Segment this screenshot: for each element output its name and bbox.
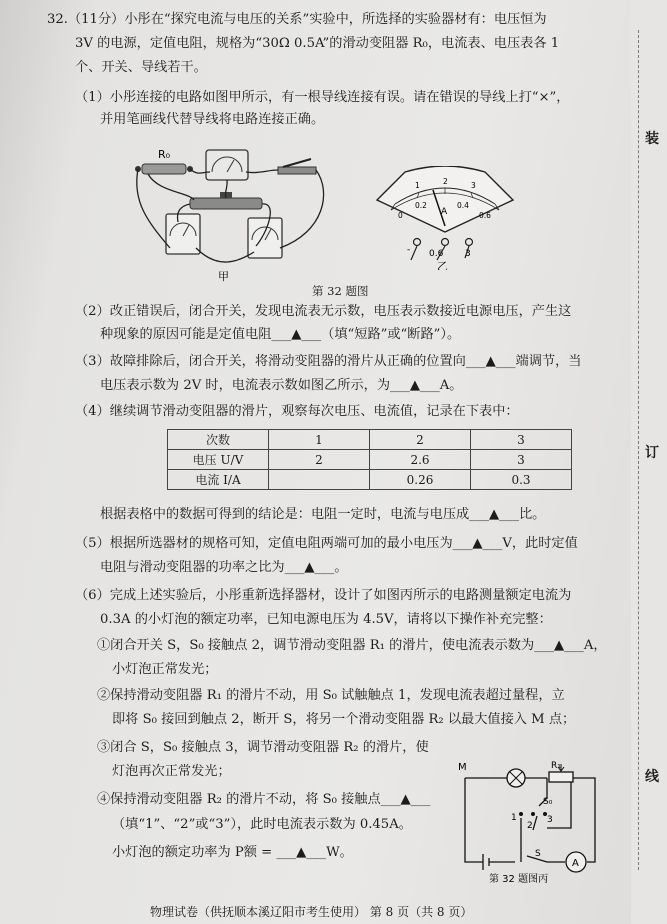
data-table (167, 429, 572, 490)
dial-tick-0-4: 0.4 (457, 201, 469, 210)
circuit-diagram-jia (128, 142, 334, 284)
rheostat-r1 (549, 772, 573, 782)
part1-line1: （1）小彤连接的电路如图甲所示，有一根导线连接有误。请在错误的导线上打“×”， (75, 90, 570, 105)
step3-line2: 灯泡再次正常发光； (112, 764, 231, 779)
binding-margin (631, 0, 667, 924)
table-cell: 2 (370, 430, 471, 450)
sliding-rheostat (190, 198, 262, 209)
step4-line3: 小灯泡的额定功率为 P额 = ___▲___W。 (112, 845, 353, 860)
table-row (168, 430, 572, 450)
table-cell: 电压 U/V (168, 450, 269, 470)
r0-label: R₀ (158, 148, 171, 161)
table-cell: 1 (269, 430, 370, 450)
table-cell: 电流 I/A (168, 470, 269, 490)
page-footer: 物理试卷（供抚顺本溪辽阳市考生使用） 第 8 页（共 8 页） (150, 905, 473, 919)
table-cell: 0.3 (471, 470, 572, 490)
part6-line2: 0.3A 的小灯泡的额定功率，已知电源电压为 4.5V，请将以下操作补充完整： (100, 612, 552, 627)
part3-line2: 电压表示数为 2V 时，电流表示数如图乙所示，为___▲___A。 (100, 378, 463, 393)
step3-line1: ③闭合 S，S₀ 接触点 3，调节滑动变阻器 R₂ 的滑片，使 (97, 740, 429, 755)
figure-jia-label: 甲 (218, 270, 229, 283)
dial-top-tick-2: 2 (443, 177, 448, 186)
fixed-resistor (142, 164, 186, 174)
question-stem-line3: 个、开关、导线若干。 (75, 60, 207, 75)
step4-line2: （填“1”、“2”或“3”），此时电流表示数为 0.45A。 (112, 817, 412, 832)
table-cell (269, 470, 370, 490)
label-contact-1: 1 (511, 813, 517, 823)
table-row (168, 450, 572, 470)
table-cell: 2.6 (370, 450, 471, 470)
dial-face (377, 166, 513, 232)
figure-bing-caption: 第 32 题图丙 (489, 874, 549, 885)
label-r1: R₁ (551, 761, 561, 771)
dial-top-tick-3: 3 (471, 181, 476, 190)
part2-line1: （2）改正错误后，闭合开关，发现电流表无示数，电压表示数接近电源电压，产生这 (75, 304, 572, 319)
part5-line1: （5）根据所选器材的规格可知，定值电阻两端可加的最小电压为___▲___V，此时定值 (75, 536, 578, 551)
step2-line2: 即将 S₀ 接回到触点 2，断开 S，将另一个滑动变阻器 R₂ 以最大值接入 M 点； (112, 712, 576, 727)
dial-tick-0-2: 0.2 (415, 201, 427, 210)
label-contact-2: 2 (527, 821, 533, 831)
question-stem-line1: 32.（11分）小彤在“探究电流与电压的关系”实验中，所选择的实验器材有：电压恒为 (47, 12, 547, 27)
table-cell: 0.26 (370, 470, 471, 490)
label-contact-3: 3 (547, 815, 553, 825)
ammeter-dial-yi (371, 166, 519, 270)
ammeter (166, 214, 200, 254)
part6-line1: （6）完成上述实验后，小彤重新选择器材，设计了如图丙所示的电路测量额定电流为 (75, 588, 572, 603)
part3-line1: （3）故障排除后，闭合开关，将滑动变阻器的滑片从正确的位置向___▲___端调节，当 (75, 354, 582, 369)
dial-top-tick-1: 1 (415, 181, 420, 190)
table-row (168, 470, 572, 490)
label-s0: S₀ (543, 797, 553, 807)
circuit-diagram-bing (455, 758, 605, 886)
terminal-3: 3 (465, 249, 471, 259)
table-cell: 2 (269, 450, 370, 470)
step2-line1: ②保持滑动变阻器 R₁ 的滑片不动，用 S₀ 试触触点 1，发现电流表超过量程，立 (97, 688, 565, 703)
part1-line2: 并用笔画线代替导线将电路连接正确。 (100, 112, 325, 127)
conclusion-line: 根据表格中的数据可得到的结论是：电阻一定时，电流与电压成___▲___比。 (100, 507, 546, 522)
label-ammeter-a: A (572, 858, 579, 869)
terminal-0-6: 0.6 (429, 249, 444, 259)
question-stem-line2: 3V 的电源，定值电阻，规格为“30Ω 0.5A”的滑动变阻器 R₀，电流表、电压表各 1 (75, 36, 560, 51)
binding-char-zhuang: 装 (645, 131, 659, 147)
binding-char-ding: 订 (645, 445, 659, 461)
label-m: M (458, 762, 467, 773)
table-cell: 3 (471, 430, 572, 450)
figure-caption: 第 32 题图 (312, 284, 369, 298)
table-cell: 3 (471, 450, 572, 470)
dial-unit-a: A (441, 207, 448, 217)
part2-line2: 种现象的原因可能是定值电阻___▲___（填“短路”或“断路”）。 (100, 327, 461, 342)
figure-yi-label: 乙 (437, 260, 448, 270)
binding-char-xian: 线 (645, 769, 659, 785)
step1-line1: ①闭合开关 S，S₀ 接触点 2，调节滑动变阻器 R₁ 的滑片，使电流表示数为___▲___A， (97, 638, 607, 653)
table-cell: 次数 (168, 430, 269, 450)
step1-line2: 小灯泡正常发光； (112, 662, 218, 677)
label-s: S (535, 849, 541, 859)
binding-dashed-line (638, 30, 639, 870)
meter-top (206, 150, 248, 180)
part4-line1: （4）继续调节滑动变阻器的滑片，观察每次电压、电流值，记录在下表中： (75, 404, 519, 419)
terminal-minus: - (407, 245, 411, 255)
part5-line2: 电阻与滑动变阻器的功率之比为___▲___。 (100, 560, 348, 575)
dial-tick-0-6: 0.6 (479, 211, 491, 220)
step4-line1: ④保持滑动变阻器 R₂ 的滑片不动，将 S₀ 接触点___▲___ (97, 792, 431, 807)
switch (278, 167, 316, 174)
dial-tick-0: 0 (398, 211, 403, 220)
